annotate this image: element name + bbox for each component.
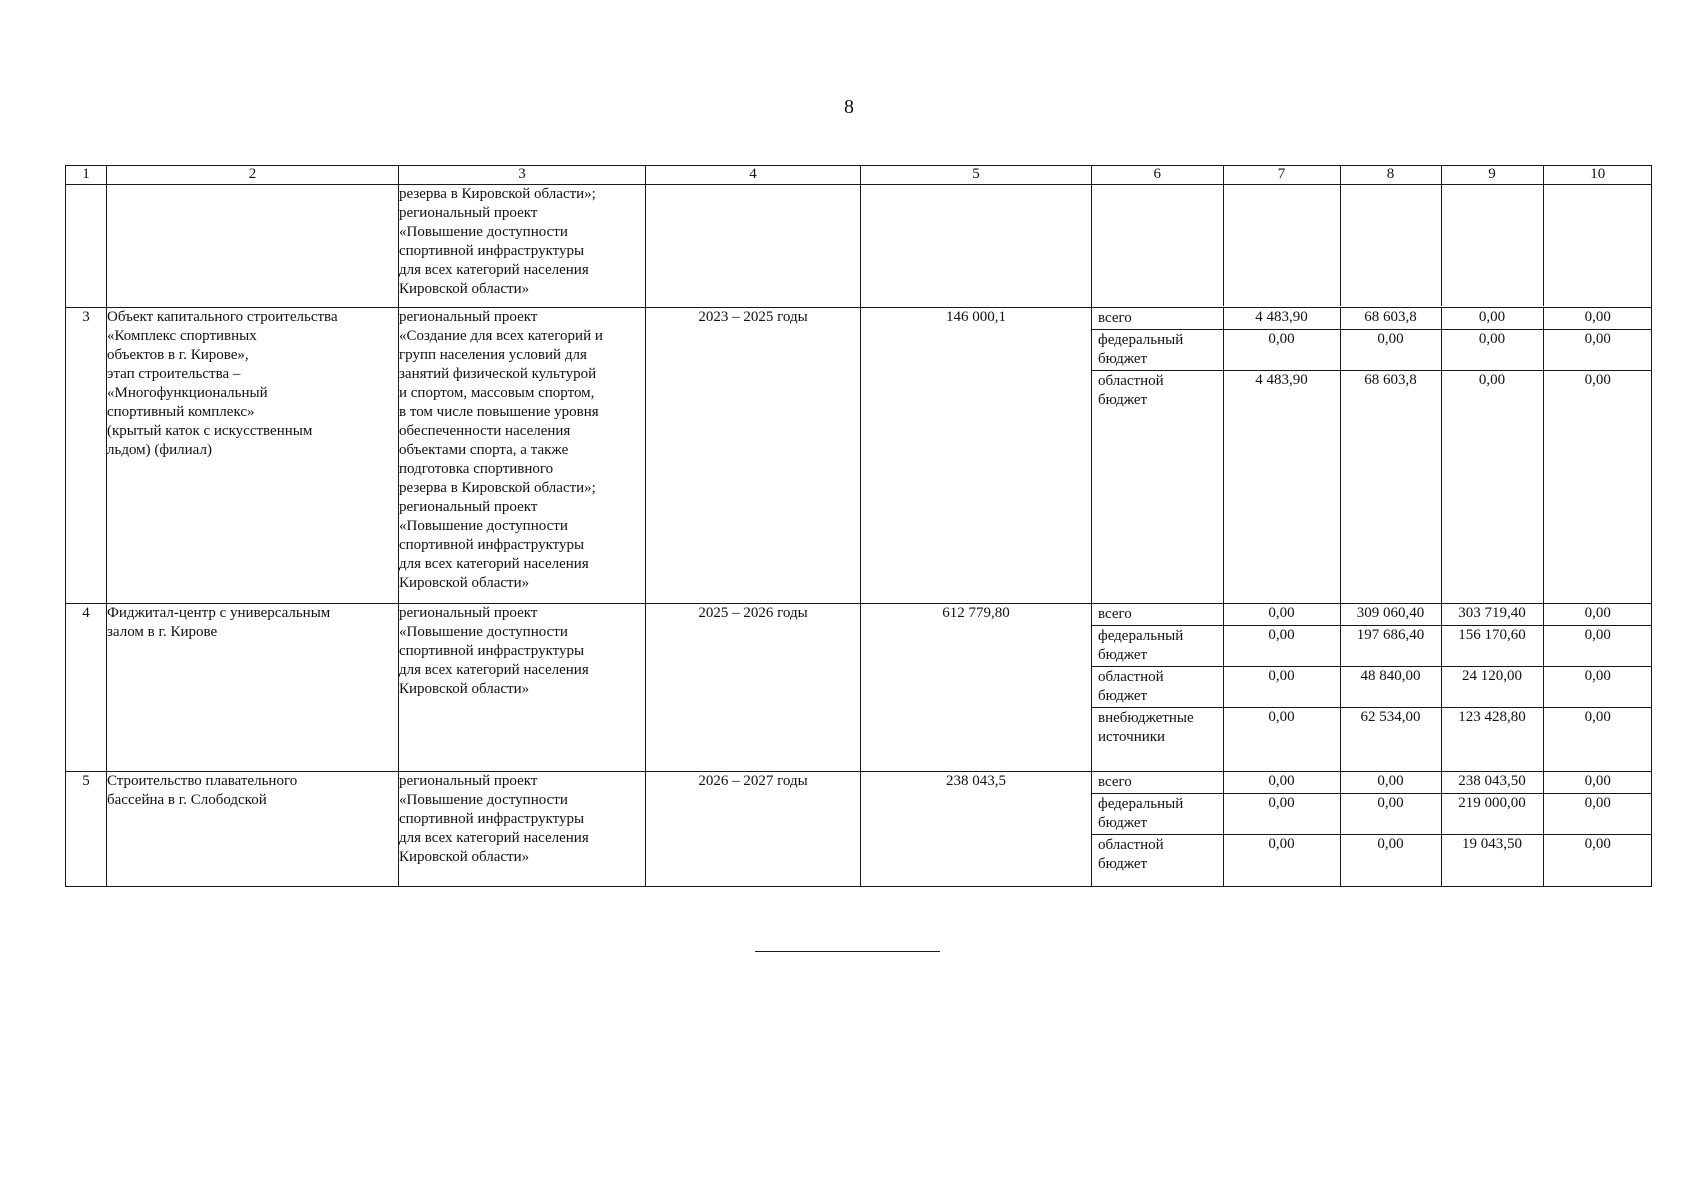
program-table — [65, 165, 1652, 887]
header-col-9: 9 — [1441, 166, 1543, 184]
amount-col-10: 0,00 — [1543, 772, 1652, 794]
amount-col-8: 309 060,40 — [1340, 604, 1441, 626]
amount-col-9: 303 719,40 — [1441, 604, 1543, 626]
object-name: Объект капитального строительства «Комплекс спортивных объектов в г. Кирове», этап строительства – «Многофункциональный спортивный комплекс» (крытый каток с искусственным льдом) (филиал) — [107, 308, 399, 604]
amount-col-8: 197 686,40 — [1340, 625, 1441, 666]
header-col-1: 1 — [66, 166, 107, 185]
amount-col-9: 0,00 — [1441, 308, 1543, 330]
finance-row — [1092, 371, 1652, 603]
finance-row — [1092, 625, 1652, 666]
amount-col-10: 0,00 — [1543, 330, 1652, 371]
header-col-4: 4 — [646, 166, 861, 185]
financing-cell — [1092, 772, 1652, 887]
empty-finance-cell — [1543, 185, 1652, 306]
finance-row — [1092, 772, 1652, 794]
amount-col-9: 219 000,00 — [1441, 794, 1543, 835]
object-name: Строительство плавательного бассейна в г. Слободской — [107, 772, 399, 887]
regional-project: региональный проект «Повышение доступности спортивной инфраструктуры для всех категорий населения Кировской области» — [399, 603, 646, 772]
header-col-3: 3 — [399, 166, 646, 185]
funding-source: федеральный бюджет — [1092, 330, 1223, 371]
amount-col-7: 4 483,90 — [1223, 308, 1340, 330]
amount-col-9: 156 170,60 — [1441, 625, 1543, 666]
amount-col-8: 68 603,8 — [1340, 371, 1441, 603]
empty-finance-cell — [1441, 185, 1543, 306]
financing-cell — [1092, 185, 1652, 308]
regional-project: региональный проект «Повышение доступности спортивной инфраструктуры для всех категорий населения Кировской области» — [399, 772, 646, 887]
amount-col-10: 0,00 — [1543, 604, 1652, 626]
empty-finance-cell — [1092, 185, 1223, 306]
finance-row — [1092, 794, 1652, 835]
amount-col-8: 48 840,00 — [1340, 666, 1441, 707]
amount-col-7: 0,00 — [1223, 625, 1340, 666]
amount-col-7: 0,00 — [1223, 330, 1340, 371]
funding-source: областной бюджет — [1092, 666, 1223, 707]
estimated-cost: 238 043,5 — [861, 772, 1092, 887]
amount-col-8: 0,00 — [1340, 330, 1441, 371]
amount-col-10: 0,00 — [1543, 371, 1652, 603]
regional-project: резерва в Кировской области»; региональный проект «Повышение доступности спортивной инфраструктуры для всех категорий населения Кировской области» — [399, 185, 646, 308]
closing-rule — [755, 951, 940, 952]
amount-col-7: 0,00 — [1223, 666, 1340, 707]
header-col-7: 7 — [1223, 166, 1340, 184]
funding-source: всего — [1098, 774, 1132, 790]
row-number: 3 — [66, 308, 107, 604]
funding-source: областной бюджет — [1092, 835, 1223, 886]
financing-table — [1092, 772, 1652, 886]
amount-col-7: 0,00 — [1223, 707, 1340, 771]
amount-col-9: 0,00 — [1441, 371, 1543, 603]
implementation-period: 2023 – 2025 годы — [646, 308, 861, 604]
amount-col-9: 24 120,00 — [1441, 666, 1543, 707]
estimated-cost — [861, 185, 1092, 308]
row-number — [66, 185, 107, 308]
table-row — [66, 772, 1652, 887]
object-name — [107, 185, 399, 308]
finance-row — [1092, 308, 1652, 330]
amount-col-10: 0,00 — [1543, 707, 1652, 771]
amount-col-8: 0,00 — [1340, 835, 1441, 886]
amount-col-7: 0,00 — [1223, 604, 1340, 626]
financing-cell — [1092, 603, 1652, 772]
finance-row — [1092, 330, 1652, 371]
header-finance-group — [1092, 166, 1652, 185]
empty-finance-cell — [1340, 185, 1441, 306]
finance-row — [1092, 707, 1652, 771]
row-number: 5 — [66, 772, 107, 887]
amount-col-7: 0,00 — [1223, 835, 1340, 886]
amount-col-8: 0,00 — [1340, 794, 1441, 835]
estimated-cost: 146 000,1 — [861, 308, 1092, 604]
funding-source: всего — [1098, 310, 1132, 326]
funding-source: областной бюджет — [1092, 371, 1223, 603]
amount-col-9: 238 043,50 — [1441, 772, 1543, 794]
object-name: Фиджитал-центр с универсальным залом в г. Кирове — [107, 603, 399, 772]
amount-col-8: 62 534,00 — [1340, 707, 1441, 771]
amount-col-8: 0,00 — [1340, 772, 1441, 794]
estimated-cost: 612 779,80 — [861, 603, 1092, 772]
funding-source: внебюджетные источники — [1092, 707, 1223, 771]
header-col-10: 10 — [1543, 166, 1652, 184]
amount-col-9: 0,00 — [1441, 330, 1543, 371]
regional-project: региональный проект «Создание для всех категорий и групп населения условий для занятий физической культурой и спортом, массовым спортом, в том числе повышение уровня обеспеченности населения объектами спорта, а также подготовка спортивного резерва в Кировской области»; региональный проект «Повышение доступности спортивной инфраструктуры для всех категорий населения Кировской области» — [399, 308, 646, 604]
row-number: 4 — [66, 603, 107, 772]
amount-col-7: 0,00 — [1223, 794, 1340, 835]
funding-source: всего — [1098, 605, 1132, 622]
financing-cell — [1092, 308, 1652, 604]
funding-source: федеральный бюджет — [1092, 625, 1223, 666]
amount-col-9: 123 428,80 — [1441, 707, 1543, 771]
table-header — [66, 166, 1652, 185]
financing-table — [1092, 185, 1652, 306]
funding-source: федеральный бюджет — [1092, 794, 1223, 835]
amount-col-8: 68 603,8 — [1340, 308, 1441, 330]
header-col-6: 6 — [1153, 166, 1161, 182]
implementation-period: 2026 – 2027 годы — [646, 772, 861, 887]
finance-row — [1092, 666, 1652, 707]
amount-col-10: 0,00 — [1543, 666, 1652, 707]
table-body — [66, 185, 1652, 887]
table-row — [66, 603, 1652, 772]
table-row — [66, 185, 1652, 308]
finance-row — [1092, 604, 1652, 626]
finance-row — [1092, 835, 1652, 886]
amount-col-7: 0,00 — [1223, 772, 1340, 794]
amount-col-10: 0,00 — [1543, 835, 1652, 886]
amount-col-10: 0,00 — [1543, 625, 1652, 666]
amount-col-7: 4 483,90 — [1223, 371, 1340, 603]
financing-table — [1092, 604, 1652, 772]
header-col-2: 2 — [107, 166, 399, 185]
amount-col-9: 19 043,50 — [1441, 835, 1543, 886]
implementation-period — [646, 185, 861, 308]
header-col-5: 5 — [861, 166, 1092, 185]
financing-table — [1092, 308, 1652, 603]
implementation-period: 2025 – 2026 годы — [646, 603, 861, 772]
empty-finance-cell — [1223, 185, 1340, 306]
header-col-8: 8 — [1340, 166, 1441, 184]
amount-col-10: 0,00 — [1543, 308, 1652, 330]
table-row — [66, 308, 1652, 604]
page-number: 8 — [844, 96, 854, 118]
amount-col-10: 0,00 — [1543, 794, 1652, 835]
